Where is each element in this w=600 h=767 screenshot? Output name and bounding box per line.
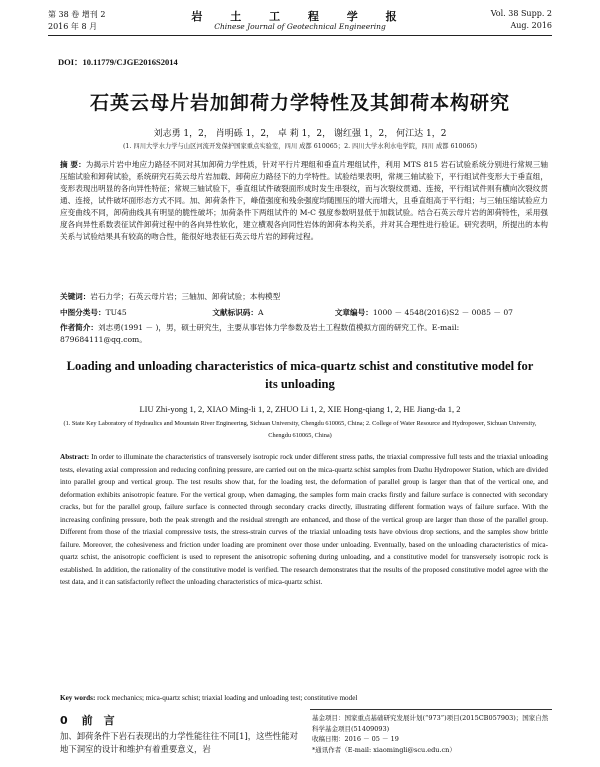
intro-paragraph: 加、卸荷条件下岩石表现出的力学性能往往不同[1]，这些性能对地下洞室的设计和维护有着重要意义，岩 xyxy=(60,731,298,754)
abstract-label-cn: 摘 要： xyxy=(60,160,86,169)
authors-cn: 刘志勇 1，2， 肖明砾 1，2， 卓 莉 1，2， 谢红强 1，2， 何江达 1，2 xyxy=(153,129,447,139)
keywords-label-cn: 关键词： xyxy=(60,292,91,301)
bio-text: 刘志勇(1991 － )，男，硕士研究生，主要从事岩体力学参数及岩土工程数值模拟方面的研究工作。E-mail: 879684111@qq.com。 xyxy=(60,323,460,344)
keywords-text-cn: 岩石力学；石英云母片岩；三轴加、卸荷试验；本构模型 xyxy=(90,292,281,301)
bio-label: 作者简介： xyxy=(60,323,98,332)
section-title: 前 言 xyxy=(81,714,115,727)
author-bio xyxy=(60,322,548,346)
article-no-value: 1000 － 4548(2016)S2 － 0085 － 07 xyxy=(372,308,513,317)
doc-code-label: 文献标识码： xyxy=(212,308,258,317)
journal-title-en: Chinese Journal of Geotechnical Engineering xyxy=(214,22,386,31)
corresponding-author: *通讯作者（E-mail: xiaomingli@scu.edu.cn） xyxy=(312,745,456,754)
date-en: Aug. 2016 xyxy=(510,21,552,30)
abstract-label-en: Abstract: xyxy=(60,453,90,461)
doi: DOI：10.11779/CJGE2016S2014 xyxy=(58,57,178,67)
volume-cn: 第 38 卷 增刊 2 xyxy=(48,10,106,19)
paper-title-cn: 石英云母片岩加卸荷力学特性及其卸荷本构研究 xyxy=(89,92,510,114)
affiliation-en: (1. State Key Laboratory of Hydraulics and Mountain River Engineering, Sichuan University, Chengdu 610065, China; 2. College of Water Resource and Hydropower, Sichuan University, Chengdu 610065, China) xyxy=(63,420,537,439)
abstract-text-cn: 为揭示片岩中地应力路径不同对其加卸荷力学性质，针对平行片理组和垂直片理组试件，利用 MTS 815 岩石试验系统分别进行常规三轴压缩试验和卸荷试验，系统研究石英云母片岩加载、卸荷应力路径下的力学特性。试验结果表明，常规三轴试验下，平行组试件变形大于垂直组，变形表现出明显的各向异性特征；常规三轴试验下，垂直组试件破裂面形成时发生串裂纹，而与次裂纹贯通、连接，平行组试件则有横向次裂纹贯通、连接，试件破坏面形态方式不同。加、卸荷条件下，峰值强度和残余强度均随围压的增大而增大，且垂直组高于平行组；与三轴压缩试验应力应变曲线不同，卸荷曲线具有明显的脆性破坏；加荷条件下两组试件的 M-C 强度参数明显低于加载试验。结合石英云母片岩的卸荷特性，采用强度各向异性系数表征试件卸荷过程中的各向异性软化，建立横观各向同性岩体的卸荷本构关系，并对其合理性进行验证。研究表明，所提出的本构关系与试验结果具有较高的吻合性，能很好地表征石英云母片岩的卸荷过程。 xyxy=(60,160,548,241)
year-cn: 2016 年 8 月 xyxy=(48,22,98,31)
keywords-text-en: rock mechanics; mica-quartz schist; triaxial loading and unloading test; constitutive model xyxy=(97,694,358,702)
abstract-en xyxy=(60,451,548,589)
clc-label: 中图分类号： xyxy=(60,308,106,317)
section-heading-intro xyxy=(60,712,129,728)
abstract-text-en: In order to illuminate the characteristics of transversely isotropic rock under different stress paths, the triaxial compressive full tests and the triaxial unloading tests, elevating axial compression and reducing confining pressure, are carried out on the mica-quartz schist samples from Dazhu Hydropower Station, which are divided into parallel group and vertical group. The test results show that, for the loading test, the deformation of parallel group is larger than that of the vertical one, and deformation exhibits anisotropic feature. For the vertical group, when damaging, the samples form main cracks firstly and failure surface is connected with secondary cracks, but for the parallel group, failure surface is connected through secondary cracks directly, illustrating different formation ways of failure surface. With the increasing confining pressure, both the peak strength and the residual strength are enhanced, and those of the vertical group are larger than those of the parallel group. Different from those of the triaxial compressive tests, the stress-strain curves of the triaxial unloading tests have obvious drop sections, and the samples show brittle failure. Moreover, the cohesiveness and friction under loading are prominent over those under unloading. Eventually, based on the unloading characteristics of mica-quartz schist, the anisotropic coefficient is used to represent the anisotropic softening during unloading, and a constitutive model for transversely isotropic rock is established. In addition, the rationality of the constitutive model is verified. The research demonstrates that the results of the proposed constitutive model agree with the test data, and it can satisfactorily reflect the unloading characteristics of mica-quartz schist. xyxy=(60,453,548,586)
footnote-block xyxy=(312,713,550,755)
affiliation-cn: (1. 四川大学水力学与山区河流开发保护国家重点实验室，四川 成都 610065；2. 四川大学水利水电学院，四川 成都 610065) xyxy=(122,143,478,150)
journal-title-cn: 岩 土 工 程 学 报 xyxy=(191,10,409,23)
fund-info: 基金项目：国家重点基础研究发展计划(“973”)项目(2015CB057903)；国家自然科学基金项目(51409093) xyxy=(312,714,549,733)
keywords-label-en: Key words: xyxy=(60,694,96,702)
article-no-label: 文章编号： xyxy=(334,308,373,317)
authors-en: LIU Zhi-yong 1, 2, XIAO Ming-li 1, 2, ZHUO Li 1, 2, XIE Hong-qiang 1, 2, HE Jiang-da 1, 2 xyxy=(139,404,461,414)
received-date: 收稿日期：2016 － 05 － 19 xyxy=(312,735,399,743)
abstract-cn xyxy=(60,159,548,243)
paper-title-en: Loading and unloading characteristics of mica-quartz schist and constitutive model for its unloading xyxy=(66,359,534,391)
clc-value: TU45 xyxy=(105,308,127,317)
header-divider xyxy=(48,35,552,36)
doc-code-value: A xyxy=(257,308,264,317)
volume-en: Vol. 38 Supp. 2 xyxy=(490,9,552,18)
keywords-en xyxy=(60,694,548,702)
section-number: 0 xyxy=(60,714,68,727)
classification-line xyxy=(60,307,548,318)
footnote-divider xyxy=(310,709,552,710)
keywords-cn xyxy=(60,291,548,302)
